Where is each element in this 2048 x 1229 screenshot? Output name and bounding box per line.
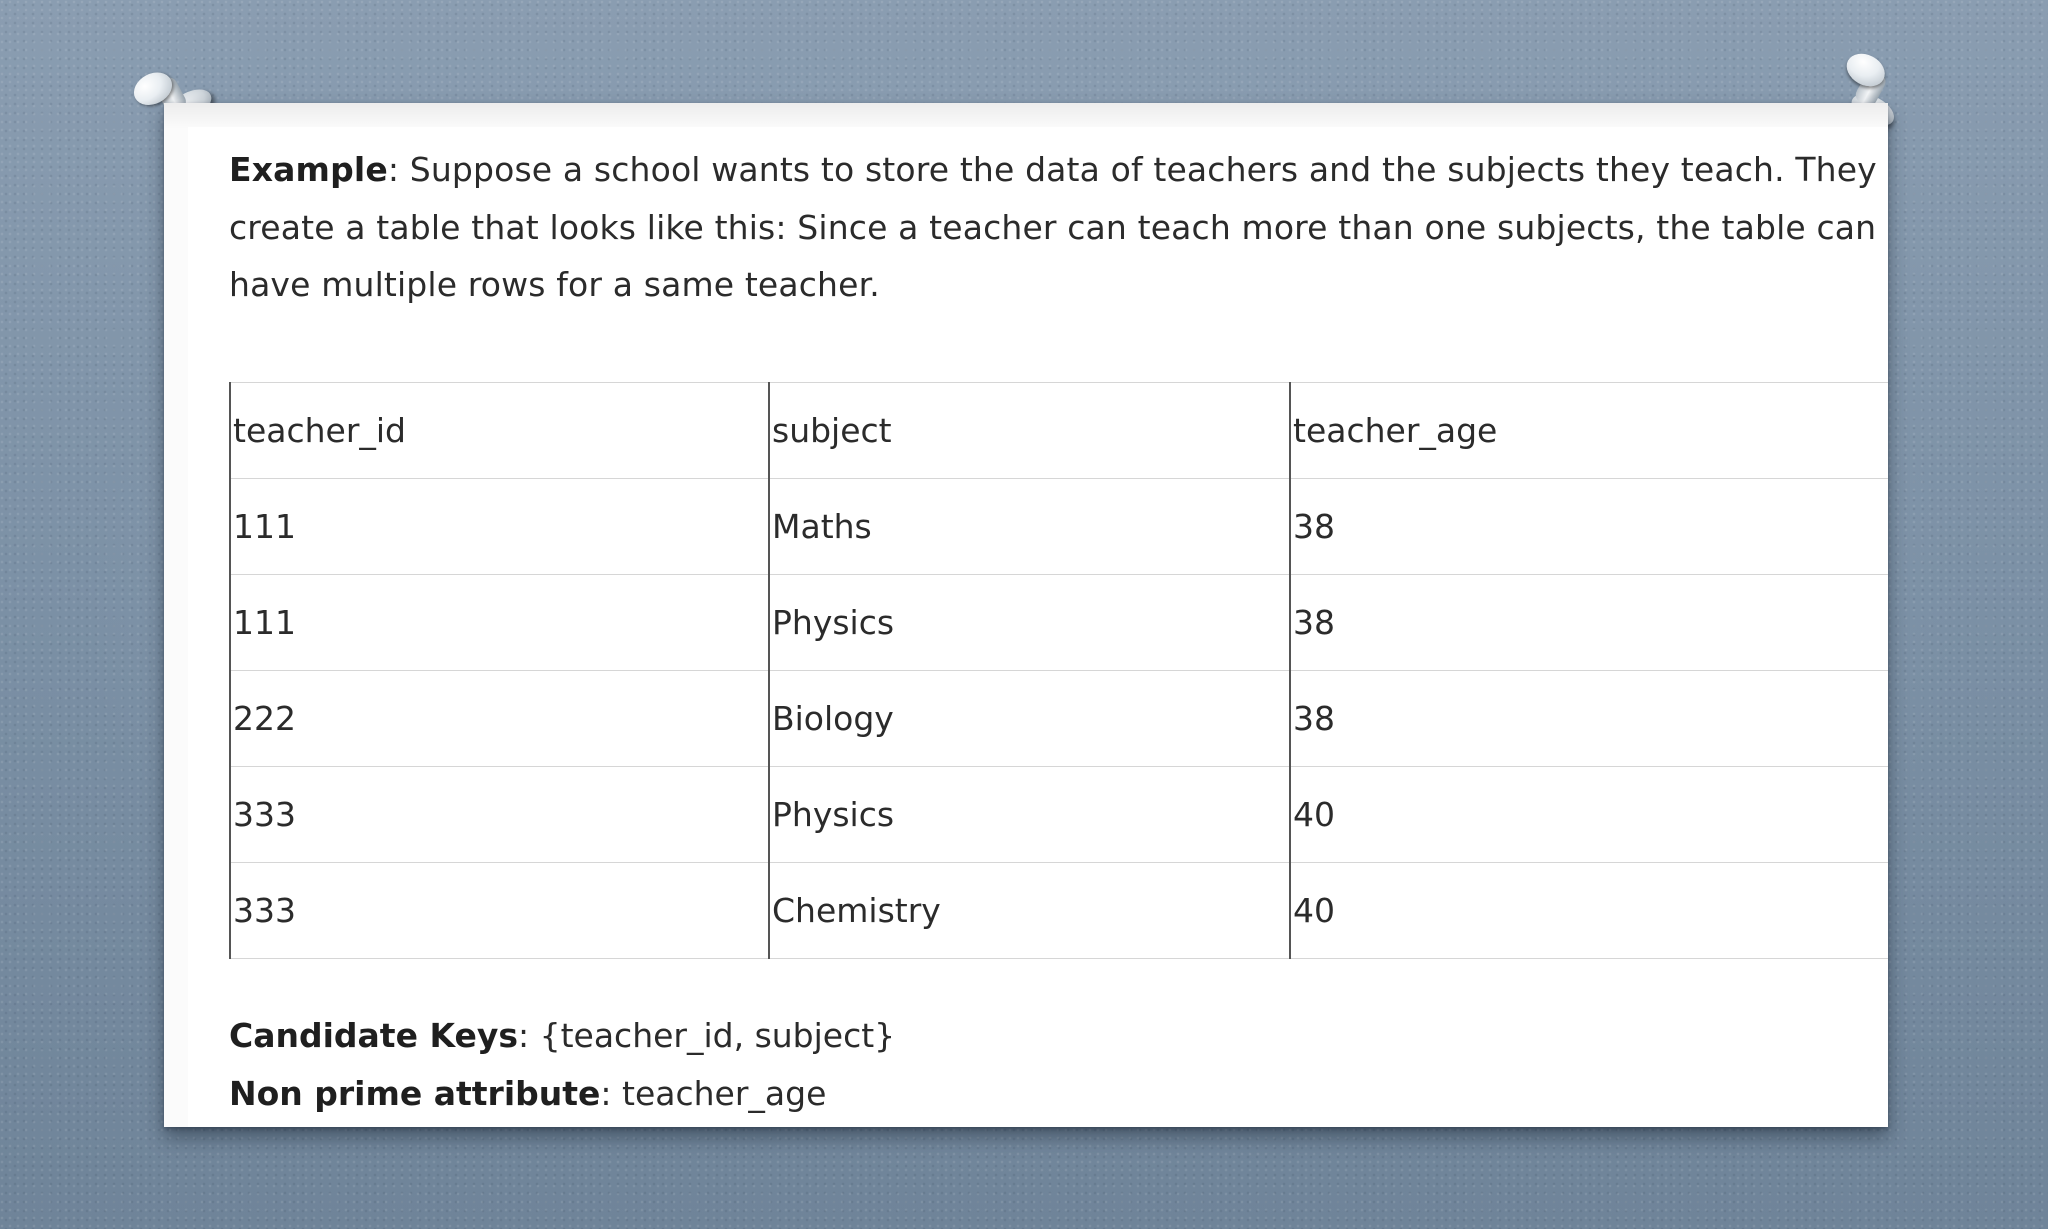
intro-paragraph <box>229 141 1879 314</box>
cell-subject: Physics <box>769 767 1290 863</box>
header-cell-teacher-age: teacher_age <box>1290 383 1888 479</box>
cell-teacher-age: 38 <box>1290 671 1888 767</box>
cell-subject: Biology <box>769 671 1290 767</box>
keys-section <box>229 1007 895 1122</box>
cell-subject: Maths <box>769 479 1290 575</box>
cell-teacher-age: 40 <box>1290 767 1888 863</box>
non-prime-label: Non prime attribute <box>229 1073 601 1113</box>
table-row <box>230 671 1888 767</box>
cell-teacher-age: 38 <box>1290 479 1888 575</box>
cell-teacher-id: 111 <box>230 479 769 575</box>
intro-text: : Suppose a school wants to store the data of teachers and the subjects they teach. They create a table that looks like this: Since a teacher can teach more than one subjects, the table can have multiple rows for a same teacher. <box>229 150 1877 304</box>
candidate-keys-line <box>229 1007 895 1065</box>
content-area <box>188 127 1888 1127</box>
table-row <box>230 767 1888 863</box>
cell-subject: Physics <box>769 575 1290 671</box>
cell-teacher-id: 222 <box>230 671 769 767</box>
candidate-keys-label: Candidate Keys <box>229 1016 518 1055</box>
cell-subject: Chemistry <box>769 863 1290 959</box>
table-header-row <box>230 383 1888 479</box>
header-cell-teacher-id: teacher_id <box>230 383 769 479</box>
table-row <box>230 479 1888 575</box>
candidate-keys-value: : {teacher_id, subject} <box>517 1016 896 1055</box>
intro-label: Example <box>229 150 388 189</box>
non-prime-value: : teacher_age <box>600 1073 827 1113</box>
cell-teacher-id: 111 <box>230 575 769 671</box>
cell-teacher-id: 333 <box>230 863 769 959</box>
cell-teacher-age: 38 <box>1290 575 1888 671</box>
slide-paper <box>164 103 1888 1127</box>
teacher-table <box>229 382 1888 959</box>
non-prime-line <box>229 1065 895 1123</box>
header-cell-subject: subject <box>769 383 1290 479</box>
table-row <box>230 575 1888 671</box>
cell-teacher-id: 333 <box>230 767 769 863</box>
cell-teacher-age: 40 <box>1290 863 1888 959</box>
table-row <box>230 863 1888 959</box>
